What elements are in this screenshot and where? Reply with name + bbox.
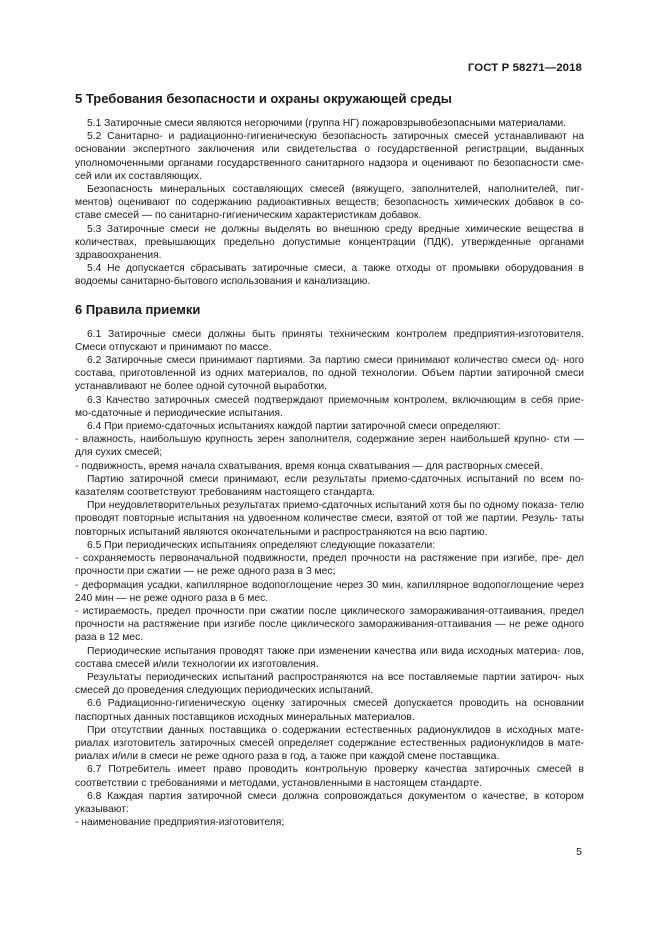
paragraph-6-1: 6.1 Затирочные смеси должны быть приняты техническим контролем предприятия-изготовителя. Смеси отпускают и принимают по массе. bbox=[75, 328, 584, 353]
paragraph-5-1: 5.1 Затирочные смеси являются негорючими (группа НГ) пожаровзрывобезопасными материалами. bbox=[87, 118, 567, 129]
list-item: - сохраняемость первоначальной подвижности, предел прочности на растяжение при изгибе, пре- дел прочности при сжатии — не реже одного раза в 3 мес; bbox=[75, 553, 584, 578]
paragraph-5-3: 5.3 Затирочные смеси не должны выделять во внешнюю среду вредные химические вещества в количествах, превышающих предельно допустимые концентрации (ПДК), утвержденные органами здравоохранения. bbox=[75, 223, 584, 262]
paragraph-6-3: 6.3 Качество затирочных смесей подтверждают приемочным контролем, включающим в себя прие- мо-сдаточные и периодические испытания. bbox=[75, 394, 584, 419]
list-item: - наименование предприятия-изготовителя; bbox=[75, 817, 285, 829]
paragraph-5-2-cont: Безопасность минеральных составляющих смесей (вяжущего, заполнителей, наполнителей, пиг- ментов) оценивают по содержанию радиоактивных веществ; безопасность химических добавок в со- ставе смесей — по санитарно-гигиеническим характеристикам добавок. bbox=[75, 184, 584, 222]
paragraph-6-2: 6.2 Затирочные смеси принимают партиями. За партию смеси принимают количество смеси од- ного состава, приготовленной из одних материалов, по одной технологии. Объем партии затирочной смеси устанавливают не более одной суточной выработки. bbox=[75, 355, 584, 393]
list-item: - влажность, наибольшую крупность зерен заполнителя, содержание зерен наибольшей крупно- сти — для сухих смесей; bbox=[75, 434, 584, 459]
list-item: - деформация усадки, капиллярное водопоглощение через 30 мин, капиллярное водопоглощение через 240 мин — не реже одного раза в 6 мес. bbox=[75, 579, 584, 604]
paragraph-6-5: 6.5 При периодических испытаниях определяют следующие показатели: bbox=[87, 539, 436, 551]
paragraph-6-5-periodic: Периодические испытания проводят также при изменении качества или вида исходных материа- лов, состава смесей и/или технологии их изготовления. bbox=[75, 645, 584, 670]
section-6-title: 6 Правила приемки bbox=[75, 301, 201, 317]
paragraph-5-2: 5.2 Санитарно- и радиационно-гигиеническую безопасность затирочных смесей устанавливают на основании экспертного заключения или свидетельства о государственной регистрации, выданных уполномоченными органами государственного санитарного надзора и оценивают по безопасности сме- сей или их составляющих. bbox=[75, 131, 584, 182]
paragraph-6-5-results: Результаты периодических испытаний распространяются на все поставляемые партии затироч- ных смесей до проведения следующих периодических испытаний. bbox=[75, 671, 584, 697]
paragraph-6-4: 6.4 При приемо-сдаточных испытаниях каждой партии затирочной смеси определяют: bbox=[87, 421, 501, 433]
paragraph-6-4-retest: При неудовлетворительных результатах приемо-сдаточных испытаний хотя бы по одному показа- телю проводят повторные испытания на удвоенном количестве смеси, взятой от той же партии. Резуль- таты повторных испытаний являются окончательными и распространяются на всю партию. bbox=[75, 500, 584, 538]
paragraph-5-4: 5.4 Не допускается сбрасывать затирочные смеси, а также отходы от промывки оборудования в водоемы санитарно-бытового использования и канализацию. bbox=[75, 263, 584, 288]
page-number: 5 bbox=[576, 846, 582, 858]
list-item: - истираемость, предел прочности при сжатии после циклического замораживания-оттаивания, предел прочности на растяжение при изгибе после циклического замораживания-оттаивания — не реже одного раза в 12 мес. bbox=[75, 605, 584, 644]
section-5-title: 5 Требования безопасности и охраны окружающей среды bbox=[75, 91, 452, 106]
paragraph-6-8: 6.8 Каждая партия затирочной смеси должна сопровождаться документом о качестве, в котором указывают: bbox=[75, 790, 584, 815]
page-content bbox=[75, 91, 584, 829]
document-code: ГОСТ Р 58271—2018 bbox=[467, 62, 582, 74]
list-item: - подвижность, время начала схватывания, время конца схватывания — для растворных смесей. bbox=[75, 460, 543, 472]
paragraph-6-4-accept: Партию затирочной смеси принимают, если результаты приемо-сдаточных испытаний по всем по- казателям соответствуют требованиям настоящего стандарта. bbox=[75, 473, 584, 499]
paragraph-6-6-cont: При отсутствии данных поставщика о содержании естественных радионуклидов в исходных мате- риалах изготовитель затирочных смесей определяет содержание естественных радионуклидов в мате- риалах и/или в смеси не реже одного раза в год, а также при каждой смене поставщика. bbox=[75, 724, 584, 763]
paragraph-6-6: 6.6 Радиационно-гигиеническую оценку затирочных смесей допускается проводить на основании паспортных данных поставщиков исходных минеральных материалов. bbox=[75, 698, 584, 723]
paragraph-6-7: 6.7 Потребитель имеет право проводить контрольную проверку качества затирочных смесей в соответствии с требованиями и методами, установленными в настоящем стандарте. bbox=[75, 764, 584, 789]
